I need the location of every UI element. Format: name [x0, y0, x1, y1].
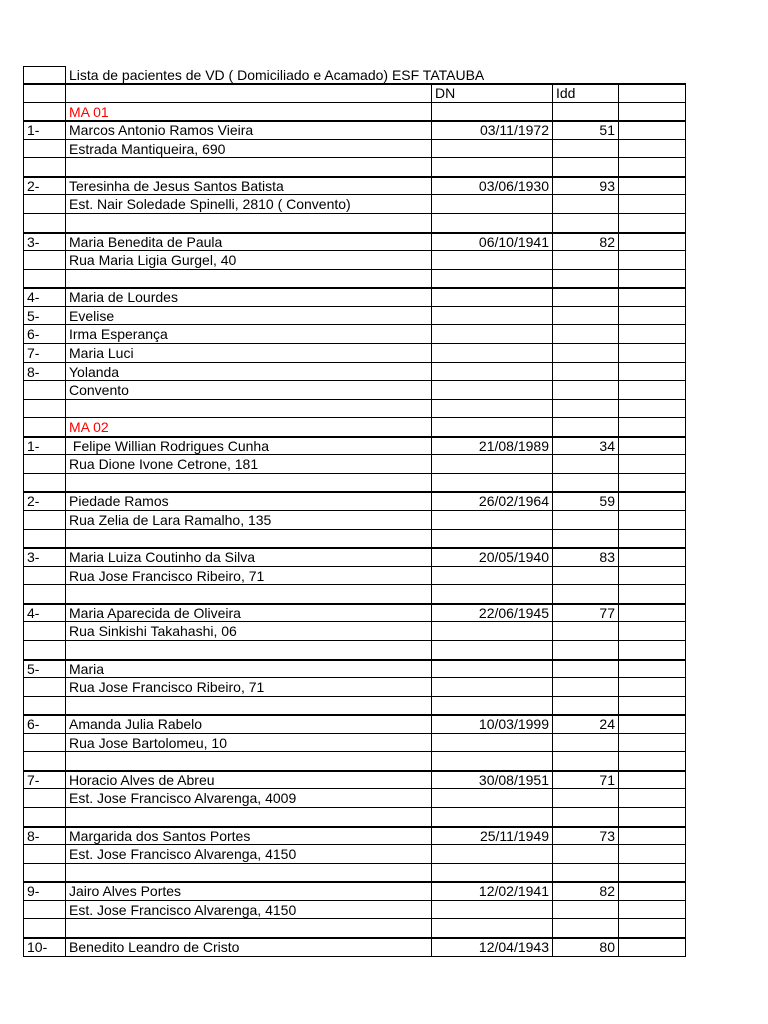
empty-cell [619, 325, 686, 344]
empty-cell [553, 734, 619, 753]
table-row [23, 251, 686, 270]
empty-cell [553, 789, 619, 808]
row-number-cell: 6- [23, 715, 66, 734]
row-number-cell: 8- [23, 363, 66, 382]
name-cell: Est. Jose Francisco Alvarenga, 4009 [66, 789, 432, 808]
title-row [23, 66, 686, 85]
table-row [23, 288, 686, 307]
empty-cell [619, 734, 686, 753]
empty-cell [432, 158, 553, 177]
empty-cell [553, 455, 619, 474]
empty-cell [432, 381, 553, 400]
table-row [23, 214, 686, 233]
name-cell: Maria Benedita de Paula [66, 233, 432, 252]
empty-cell [553, 567, 619, 586]
birth-date-cell: 25/11/1949 [432, 827, 553, 846]
empty-cell [432, 400, 553, 419]
name-cell: Rua Maria Ligia Gurgel, 40 [66, 251, 432, 270]
empty-cell [432, 474, 553, 493]
birth-date-cell: 21/08/1989 [432, 437, 553, 456]
row-number-cell: 2- [23, 177, 66, 196]
empty-cell [432, 641, 553, 660]
empty-cell [432, 214, 553, 233]
name-cell: Teresinha de Jesus Santos Batista [66, 177, 432, 196]
table-row [23, 195, 686, 214]
empty-cell [23, 845, 66, 864]
table-row [23, 641, 686, 660]
row-number-cell: 6- [23, 325, 66, 344]
row-number-cell: 4- [23, 288, 66, 307]
empty-cell [553, 363, 619, 382]
empty-cell [23, 214, 66, 233]
empty-cell [432, 103, 553, 122]
empty-cell [66, 697, 432, 716]
empty-cell [23, 270, 66, 289]
table-row [23, 734, 686, 753]
empty-cell [23, 864, 66, 883]
empty-cell [619, 158, 686, 177]
empty-cell [23, 622, 66, 641]
empty-cell [553, 901, 619, 920]
empty-cell [619, 585, 686, 604]
table-row [23, 177, 686, 196]
empty-cell [432, 919, 553, 938]
birth-date-cell: 26/02/1964 [432, 492, 553, 511]
empty-cell [432, 697, 553, 716]
name-cell: Benedito Leandro de Cristo [66, 938, 432, 957]
age-cell: 73 [553, 827, 619, 846]
name-cell: Rua Jose Francisco Ribeiro, 71 [66, 678, 432, 697]
section-label: MA 01 [66, 103, 432, 122]
table-row [23, 938, 686, 957]
empty-cell [619, 660, 686, 679]
table-row [23, 864, 686, 883]
name-cell: Maria Luci [66, 344, 432, 363]
empty-cell [23, 919, 66, 938]
empty-cell [23, 103, 66, 122]
name-cell: Rua Jose Bartolomeu, 10 [66, 734, 432, 753]
name-cell: Felipe Willian Rodrigues Cunha [66, 437, 432, 456]
name-cell: Rua Jose Francisco Ribeiro, 71 [66, 567, 432, 586]
table-row [23, 400, 686, 419]
table-row [23, 437, 686, 456]
empty-cell [553, 678, 619, 697]
table-row [23, 882, 686, 901]
table-row [23, 363, 686, 382]
empty-cell [619, 84, 686, 103]
table-row [23, 604, 686, 623]
empty-cell [619, 827, 686, 846]
empty-cell [553, 270, 619, 289]
row-number-cell: 3- [23, 548, 66, 567]
empty-cell [23, 697, 66, 716]
row-number-cell: 7- [23, 344, 66, 363]
empty-cell [23, 752, 66, 771]
empty-cell [23, 474, 66, 493]
empty-cell [23, 400, 66, 419]
empty-cell [432, 140, 553, 159]
empty-cell [23, 585, 66, 604]
empty-cell [66, 752, 432, 771]
table-row [23, 140, 686, 159]
empty-cell [553, 158, 619, 177]
empty-cell [432, 307, 553, 326]
name-cell: Piedade Ramos [66, 492, 432, 511]
empty-cell [23, 641, 66, 660]
empty-cell [432, 418, 553, 437]
empty-cell [619, 901, 686, 920]
empty-cell [553, 697, 619, 716]
empty-cell [619, 492, 686, 511]
table-row [23, 771, 686, 790]
empty-cell [432, 363, 553, 382]
table-row [23, 660, 686, 679]
empty-cell [619, 288, 686, 307]
empty-cell [23, 418, 66, 437]
name-cell: Yolanda [66, 363, 432, 382]
empty-cell [432, 808, 553, 827]
name-cell: Maria [66, 660, 432, 679]
table-row [23, 492, 686, 511]
empty-cell [553, 641, 619, 660]
empty-cell [432, 344, 553, 363]
empty-cell [619, 919, 686, 938]
empty-cell [619, 548, 686, 567]
name-cell: Convento [66, 381, 432, 400]
name-cell: Maria Luiza Coutinho da Silva [66, 548, 432, 567]
empty-cell [66, 864, 432, 883]
empty-cell [619, 641, 686, 660]
empty-cell [619, 938, 686, 957]
empty-cell [619, 511, 686, 530]
empty-cell [553, 511, 619, 530]
empty-cell [66, 214, 432, 233]
table-row [23, 548, 686, 567]
empty-cell [23, 567, 66, 586]
table-row [23, 808, 686, 827]
row-number-cell: 10- [23, 938, 66, 957]
table-row [23, 270, 686, 289]
name-cell: Evelise [66, 307, 432, 326]
empty-cell [619, 845, 686, 864]
birth-date-cell: 06/10/1941 [432, 233, 553, 252]
name-cell: Maria de Lourdes [66, 288, 432, 307]
name-cell: Horacio Alves de Abreu [66, 771, 432, 790]
table-row [23, 827, 686, 846]
empty-cell [23, 140, 66, 159]
empty-cell [619, 214, 686, 233]
empty-cell [619, 771, 686, 790]
empty-cell [432, 734, 553, 753]
section-row [23, 103, 686, 122]
name-cell: Estrada Mantiqueira, 690 [66, 140, 432, 159]
empty-cell [553, 307, 619, 326]
section-row [23, 418, 686, 437]
table-row [23, 845, 686, 864]
empty-cell [432, 567, 553, 586]
empty-cell [66, 84, 432, 103]
table-row [23, 121, 686, 140]
table-row [23, 789, 686, 808]
empty-cell [23, 789, 66, 808]
birth-date-cell: 10/03/1999 [432, 715, 553, 734]
empty-cell [432, 845, 553, 864]
birth-date-cell: 30/08/1951 [432, 771, 553, 790]
age-cell: 80 [553, 938, 619, 957]
empty-cell [553, 344, 619, 363]
empty-cell [432, 660, 553, 679]
empty-cell [432, 530, 553, 549]
empty-cell [23, 808, 66, 827]
table-row [23, 678, 686, 697]
table-row [23, 511, 686, 530]
empty-cell [553, 808, 619, 827]
empty-cell [619, 474, 686, 493]
table-row [23, 697, 686, 716]
age-cell: 83 [553, 548, 619, 567]
empty-cell [432, 901, 553, 920]
dn-column-header: DN [432, 84, 553, 103]
empty-cell [23, 455, 66, 474]
empty-cell [553, 660, 619, 679]
name-cell: Est. Jose Francisco Alvarenga, 4150 [66, 901, 432, 920]
table-row [23, 474, 686, 493]
row-number-cell: 7- [23, 771, 66, 790]
table-row [23, 158, 686, 177]
age-cell: 59 [553, 492, 619, 511]
patient-list-sheet [23, 66, 686, 957]
empty-cell [553, 585, 619, 604]
empty-cell [23, 195, 66, 214]
empty-cell [432, 325, 553, 344]
name-cell: Maria Aparecida de Oliveira [66, 604, 432, 623]
empty-cell [619, 177, 686, 196]
empty-cell [553, 474, 619, 493]
empty-cell [23, 901, 66, 920]
birth-date-cell: 12/04/1943 [432, 938, 553, 957]
table-row [23, 585, 686, 604]
row-number-cell: 1- [23, 121, 66, 140]
birth-date-cell: 22/06/1945 [432, 604, 553, 623]
birth-date-cell: 03/11/1972 [432, 121, 553, 140]
empty-cell [553, 140, 619, 159]
row-number-cell: 1- [23, 437, 66, 456]
row-number-cell: 4- [23, 604, 66, 623]
empty-cell [553, 103, 619, 122]
empty-cell [619, 233, 686, 252]
empty-cell [619, 530, 686, 549]
empty-cell [66, 400, 432, 419]
table-row [23, 455, 686, 474]
table-row [23, 344, 686, 363]
name-cell: Jairo Alves Portes [66, 882, 432, 901]
empty-cell [432, 752, 553, 771]
empty-cell [66, 270, 432, 289]
empty-cell [619, 455, 686, 474]
empty-cell [619, 121, 686, 140]
header-row [23, 84, 686, 103]
empty-cell [432, 270, 553, 289]
row-number-cell: 9- [23, 882, 66, 901]
name-cell: Rua Zelia de Lara Ramalho, 135 [66, 511, 432, 530]
empty-cell [619, 363, 686, 382]
table-row [23, 901, 686, 920]
empty-cell [619, 622, 686, 641]
age-cell: 24 [553, 715, 619, 734]
empty-cell [619, 270, 686, 289]
empty-cell [619, 789, 686, 808]
name-cell: Irma Esperança [66, 325, 432, 344]
row-number-cell: 5- [23, 660, 66, 679]
age-cell: 82 [553, 882, 619, 901]
empty-cell [23, 511, 66, 530]
empty-cell [432, 789, 553, 808]
table-row [23, 919, 686, 938]
empty-cell [553, 530, 619, 549]
sheet-title: Lista de pacientes de VD ( Domiciliado e Acamado) ESF TATAUBA [66, 66, 686, 85]
empty-cell [619, 715, 686, 734]
empty-cell [619, 437, 686, 456]
empty-cell [432, 585, 553, 604]
birth-date-cell: 03/06/1930 [432, 177, 553, 196]
age-cell: 51 [553, 121, 619, 140]
section-label: MA 02 [66, 418, 432, 437]
empty-cell [619, 418, 686, 437]
name-cell: Amanda Julia Rabelo [66, 715, 432, 734]
table-row [23, 530, 686, 549]
row-number-cell: 2- [23, 492, 66, 511]
empty-cell [66, 530, 432, 549]
empty-cell [553, 752, 619, 771]
empty-cell [553, 251, 619, 270]
empty-cell [553, 381, 619, 400]
name-cell: Margarida dos Santos Portes [66, 827, 432, 846]
birth-date-cell: 12/02/1941 [432, 882, 553, 901]
empty-cell [23, 158, 66, 177]
empty-cell [66, 474, 432, 493]
empty-cell [432, 864, 553, 883]
empty-cell [619, 140, 686, 159]
name-cell: Rua Dione Ivone Cetrone, 181 [66, 455, 432, 474]
empty-cell [23, 734, 66, 753]
empty-cell [619, 752, 686, 771]
empty-cell [619, 567, 686, 586]
empty-cell [432, 288, 553, 307]
empty-cell [619, 103, 686, 122]
empty-cell [619, 697, 686, 716]
empty-cell [619, 400, 686, 419]
name-cell: Est. Jose Francisco Alvarenga, 4150 [66, 845, 432, 864]
empty-cell [66, 641, 432, 660]
empty-cell [619, 678, 686, 697]
empty-cell [66, 158, 432, 177]
table-row [23, 622, 686, 641]
name-cell: Marcos Antonio Ramos Vieira [66, 121, 432, 140]
table-row [23, 233, 686, 252]
empty-cell [553, 195, 619, 214]
empty-cell [553, 622, 619, 641]
row-number-cell: 8- [23, 827, 66, 846]
empty-cell [23, 381, 66, 400]
empty-cell [432, 455, 553, 474]
empty-cell [619, 344, 686, 363]
birth-date-cell: 20/05/1940 [432, 548, 553, 567]
empty-cell [553, 400, 619, 419]
empty-cell [23, 66, 66, 85]
empty-cell [553, 214, 619, 233]
name-cell: Est. Nair Soledade Spinelli, 2810 ( Convento) [66, 195, 432, 214]
empty-cell [553, 919, 619, 938]
empty-cell [553, 288, 619, 307]
table-row [23, 325, 686, 344]
age-cell: 71 [553, 771, 619, 790]
age-cell: 77 [553, 604, 619, 623]
idd-column-header: Idd [553, 84, 619, 103]
empty-cell [66, 585, 432, 604]
table-row [23, 752, 686, 771]
empty-cell [553, 845, 619, 864]
table-row [23, 381, 686, 400]
empty-cell [432, 511, 553, 530]
empty-cell [66, 808, 432, 827]
empty-cell [619, 808, 686, 827]
empty-cell [619, 882, 686, 901]
age-cell: 82 [553, 233, 619, 252]
empty-cell [432, 195, 553, 214]
empty-cell [619, 864, 686, 883]
empty-cell [619, 604, 686, 623]
empty-cell [23, 251, 66, 270]
empty-cell [619, 195, 686, 214]
age-cell: 34 [553, 437, 619, 456]
row-number-cell: 3- [23, 233, 66, 252]
table-row [23, 307, 686, 326]
table-row [23, 567, 686, 586]
row-number-cell: 5- [23, 307, 66, 326]
empty-cell [66, 919, 432, 938]
empty-cell [619, 251, 686, 270]
empty-cell [432, 251, 553, 270]
empty-cell [23, 530, 66, 549]
empty-cell [553, 864, 619, 883]
empty-cell [553, 325, 619, 344]
empty-cell [23, 84, 66, 103]
empty-cell [23, 678, 66, 697]
empty-cell [432, 678, 553, 697]
empty-cell [619, 381, 686, 400]
name-cell: Rua Sinkishi Takahashi, 06 [66, 622, 432, 641]
empty-cell [553, 418, 619, 437]
empty-cell [432, 622, 553, 641]
age-cell: 93 [553, 177, 619, 196]
empty-cell [619, 307, 686, 326]
table-row [23, 715, 686, 734]
